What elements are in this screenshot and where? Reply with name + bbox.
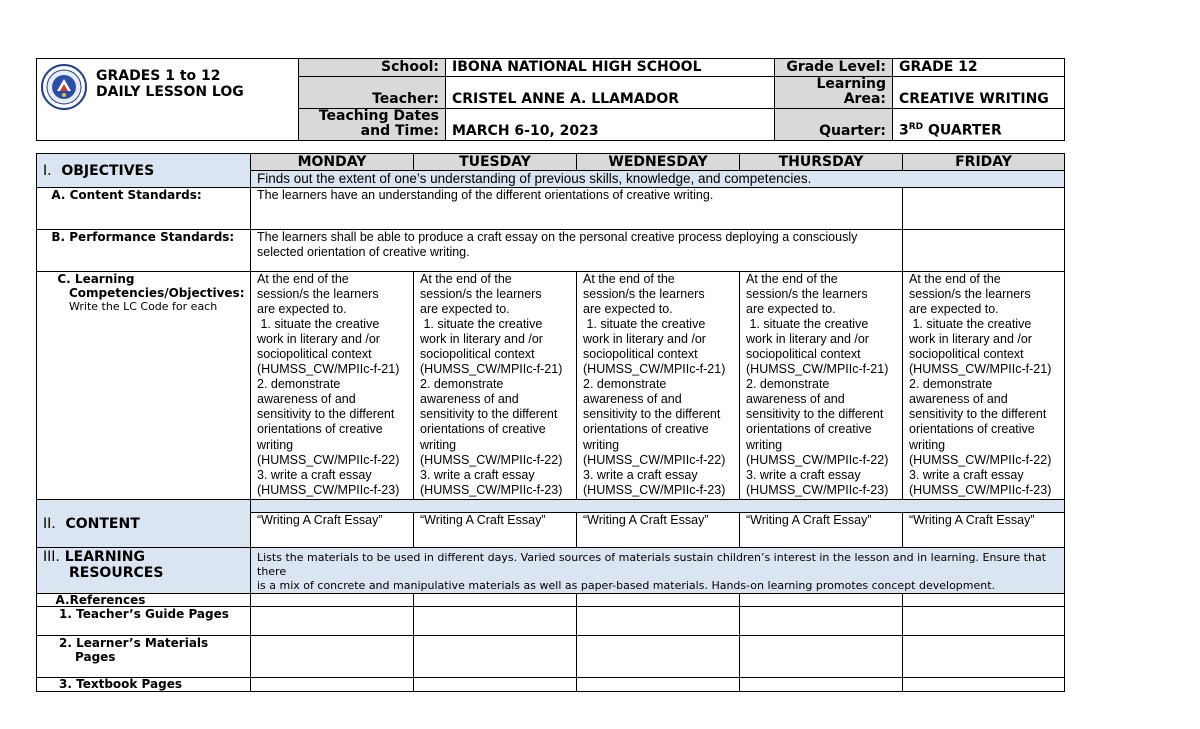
content-spacer	[251, 500, 1065, 513]
competency-line: 3. write a craft essay	[909, 467, 1024, 482]
quarter-value: 3RD QUARTER	[893, 109, 1065, 141]
objectives-heading: I. OBJECTIVES	[37, 154, 251, 188]
competency-line: session/s the learners	[909, 287, 1031, 302]
competency-line: At the end of the	[420, 272, 512, 286]
competency-line: (HUMSS_CW/MPIIc-f-23)	[909, 482, 1052, 497]
competency-line: sensitivity to the different	[257, 407, 395, 422]
competencies-label: C. Learning Competencies/Objectives: Write the LC Code for each	[37, 272, 251, 500]
day-wednesday: WEDNESDAY	[577, 154, 740, 171]
objectives-text: Finds out the extent of one’s understanding of previous skills, knowledge, and competencies.	[251, 171, 1065, 188]
competency-line: 1. situate the creative	[909, 317, 1032, 332]
competency-line: orientations of creative	[746, 422, 872, 437]
competency-line: At the end of the	[746, 272, 838, 286]
competency-line: 1. situate the creative	[420, 317, 543, 332]
competency-line: (HUMSS_CW/MPIIc-f-22)	[583, 452, 726, 467]
competency-line: sociopolitical context	[909, 347, 1024, 362]
competency-line: sensitivity to the different	[909, 407, 1047, 422]
competencies-wednesday	[577, 272, 740, 500]
day-tuesday: TUESDAY	[414, 154, 577, 171]
competency-line: awareness of and	[909, 392, 1008, 407]
competency-line: sensitivity to the different	[583, 407, 721, 422]
competency-line: orientations of creative	[257, 422, 383, 437]
school-label: School:	[299, 59, 446, 77]
competency-line: (HUMSS_CW/MPIIc-f-22)	[746, 452, 889, 467]
school-value: IBONA NATIONAL HIGH SCHOOL	[446, 59, 775, 77]
content-standards-label: A. Content Standards:	[37, 188, 251, 230]
page-title	[96, 68, 244, 100]
grade-level-label: Grade Level:	[775, 59, 893, 77]
competency-line: writing	[583, 437, 620, 452]
learners-materials-label: 2. Learner’s Materials Pages	[37, 636, 251, 678]
competency-line: orientations of creative	[583, 422, 709, 437]
content-topic-friday: “Writing A Craft Essay”	[903, 513, 1065, 548]
competency-line: 1. situate the creative	[257, 317, 380, 332]
grade-level-value: GRADE 12	[893, 59, 1065, 77]
content-standards-friday	[903, 188, 1065, 230]
competency-line: are expected to.	[420, 302, 510, 317]
competency-line: orientations of creative	[909, 422, 1035, 437]
teaching-dates-value: MARCH 6-10, 2023	[446, 109, 775, 141]
competency-line: sociopolitical context	[420, 347, 535, 362]
competency-line: sensitivity to the different	[420, 407, 558, 422]
content-topic-tuesday: “Writing A Craft Essay”	[414, 513, 577, 548]
day-friday: FRIDAY	[903, 154, 1065, 171]
competency-line: At the end of the	[257, 272, 349, 286]
competencies-tuesday	[414, 272, 577, 500]
competency-line: (HUMSS_CW/MPIIc-f-21)	[583, 362, 726, 377]
competency-line: orientations of creative	[420, 422, 546, 437]
teachers-guide-label: 1. Teacher’s Guide Pages	[37, 607, 251, 636]
competency-line: writing	[746, 437, 783, 452]
competency-line: (HUMSS_CW/MPIIc-f-22)	[420, 452, 563, 467]
competency-line: writing	[257, 437, 294, 452]
learning-area-value: CREATIVE WRITING	[893, 77, 1065, 109]
day-monday: MONDAY	[251, 154, 414, 171]
competency-line: work in literary and /or	[909, 332, 1032, 347]
performance-standards-text: The learners shall be able to produce a craft essay on the personal creative process deploying a consciously selected orientation of creative writing.	[251, 230, 903, 272]
competency-line: sociopolitical context	[746, 347, 861, 362]
textbook-pages-label: 3. Textbook Pages	[37, 678, 251, 692]
competency-line: work in literary and /or	[583, 332, 706, 347]
header-table	[36, 58, 1065, 141]
competency-line: session/s the learners	[257, 287, 379, 302]
competency-line: 3. write a craft essay	[257, 467, 372, 482]
competency-line: session/s the learners	[746, 287, 868, 302]
competency-line: (HUMSS_CW/MPIIc-f-23)	[746, 482, 889, 497]
content-topic-monday: “Writing A Craft Essay”	[251, 513, 414, 548]
competency-line: (HUMSS_CW/MPIIc-f-22)	[909, 452, 1052, 467]
competency-line: (HUMSS_CW/MPIIc-f-22)	[257, 452, 400, 467]
competency-line: 3. write a craft essay	[420, 467, 535, 482]
deped-seal-icon	[41, 64, 87, 110]
teaching-dates-label: Teaching Dates and Time:	[299, 109, 446, 141]
competency-line: At the end of the	[583, 272, 675, 286]
competency-line: (HUMSS_CW/MPIIc-f-21)	[257, 362, 400, 377]
day-thursday: THURSDAY	[740, 154, 903, 171]
content-topic-thursday: “Writing A Craft Essay”	[740, 513, 903, 548]
competency-line: are expected to.	[909, 302, 999, 317]
learning-resources-heading: III. LEARNING RESOURCES	[37, 548, 251, 594]
competency-line: work in literary and /or	[420, 332, 543, 347]
competencies-friday	[903, 272, 1065, 500]
title-line-2: DAILY LESSON LOG	[96, 84, 244, 100]
competency-line: (HUMSS_CW/MPIIc-f-23)	[257, 482, 400, 497]
lesson-log-table	[36, 153, 1065, 692]
competency-line: 2. demonstrate	[746, 377, 830, 392]
competency-line: sensitivity to the different	[746, 407, 884, 422]
content-topic-wednesday: “Writing A Craft Essay”	[577, 513, 740, 548]
references-label: A.References	[37, 594, 251, 607]
competency-line: are expected to.	[583, 302, 673, 317]
competency-line: At the end of the	[909, 272, 1001, 286]
learning-resources-text: Lists the materials to be used in different days. Varied sources of materials sustain children’s interest in the lesson and in learning. Ensure that there is a mix of concrete and manipulative materials as well as paper-based materials. Hands-on learning promotes concept development.	[251, 548, 1065, 594]
competency-line: 3. write a craft essay	[746, 467, 861, 482]
competency-line: session/s the learners	[583, 287, 705, 302]
competencies-monday	[251, 272, 414, 500]
competency-line: session/s the learners	[420, 287, 542, 302]
competency-line: 2. demonstrate	[583, 377, 667, 392]
competency-line: 2. demonstrate	[420, 377, 504, 392]
competency-line: (HUMSS_CW/MPIIc-f-21)	[909, 362, 1052, 377]
competency-line: (HUMSS_CW/MPIIc-f-21)	[746, 362, 889, 377]
competencies-thursday	[740, 272, 903, 500]
learning-area-label: Learning Area:	[775, 77, 893, 109]
competency-line: sociopolitical context	[583, 347, 698, 362]
competency-line: awareness of and	[583, 392, 682, 407]
competency-line: 2. demonstrate	[257, 377, 341, 392]
competency-line: awareness of and	[257, 392, 356, 407]
competency-line: 1. situate the creative	[583, 317, 706, 332]
competency-line: writing	[909, 437, 946, 452]
competency-line: sociopolitical context	[257, 347, 372, 362]
content-standards-text: The learners have an understanding of the different orientations of creative writing.	[251, 188, 903, 230]
competency-line: (HUMSS_CW/MPIIc-f-23)	[420, 482, 563, 497]
competency-line: are expected to.	[257, 302, 347, 317]
competency-line: (HUMSS_CW/MPIIc-f-21)	[420, 362, 563, 377]
teacher-label: Teacher:	[299, 77, 446, 109]
competency-line: 1. situate the creative	[746, 317, 869, 332]
competency-line: are expected to.	[746, 302, 836, 317]
competency-line: 3. write a craft essay	[583, 467, 698, 482]
teacher-value: CRISTEL ANNE A. LLAMADOR	[446, 77, 775, 109]
title-cell	[37, 59, 299, 141]
competency-line: writing	[420, 437, 457, 452]
performance-standards-label: B. Performance Standards:	[37, 230, 251, 272]
competency-line: awareness of and	[746, 392, 845, 407]
performance-standards-friday	[903, 230, 1065, 272]
quarter-label: Quarter:	[775, 109, 893, 141]
competency-line: work in literary and /or	[257, 332, 380, 347]
competency-line: 2. demonstrate	[909, 377, 993, 392]
competency-line: awareness of and	[420, 392, 519, 407]
competency-line: (HUMSS_CW/MPIIc-f-23)	[583, 482, 726, 497]
competency-line: work in literary and /or	[746, 332, 869, 347]
content-heading: II. CONTENT	[37, 500, 251, 548]
title-line-1: GRADES 1 to 12	[96, 68, 221, 84]
